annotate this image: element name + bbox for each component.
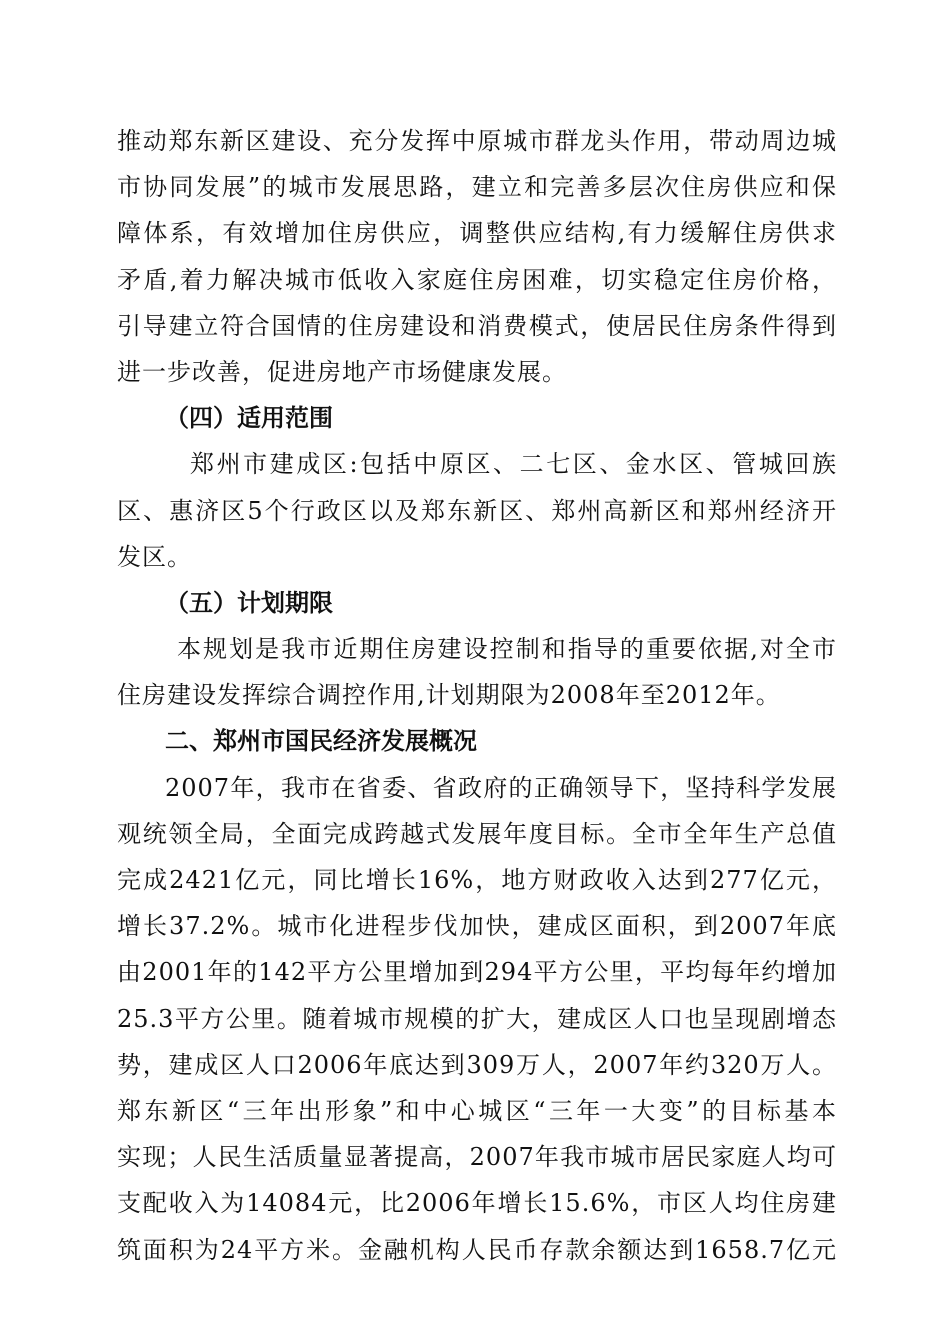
document-body — [117, 118, 837, 1273]
section-heading-scope: （四）适用范围 — [165, 404, 333, 433]
text-line: 本规划是我市近期住房建设控制和指导的重要依据,对全市 — [177, 635, 837, 664]
chapter-heading-economy: 二、郑州市国民经济发展概况 — [165, 727, 477, 756]
text-line: 增长37.2%。城市化进程步伐加快，建成区面积，到2007年底 — [117, 912, 837, 941]
text-line: 实现；人民生活质量显著提高，2007年我市城市居民家庭人均可 — [117, 1143, 837, 1172]
text-line: 引导建立符合国情的住房建设和消费模式，使居民住房条件得到 — [117, 311, 837, 340]
paragraph-period — [117, 626, 837, 718]
paragraph-economy — [117, 765, 837, 1273]
text-line: 区、惠济区5个行政区以及郑东新区、郑州高新区和郑州经济开 — [117, 496, 837, 525]
text-line: 住房建设发挥综合调控作用,计划期限为2008年至2012年。 — [117, 681, 781, 710]
text-line: 观统领全局，全面完成跨越式发展年度目标。全市全年生产总值 — [117, 819, 837, 848]
text-line: 障体系，有效增加住房供应，调整供应结构,有力缓解住房供求 — [117, 219, 837, 248]
text-line: 筑面积为24平方米。金融机构人民币存款余额达到1658.7亿元 — [117, 1235, 837, 1264]
section-heading-period: （五）计划期限 — [165, 588, 333, 617]
text-line: 市协同发展”的城市发展思路，建立和完善多层次住房供应和保 — [117, 173, 837, 202]
text-line: 25.3平方公里。随着城市规模的扩大，建成区人口也呈现剧增态 — [117, 1004, 837, 1033]
text-line: 郑州市建成区:包括中原区、二七区、金水区、管城回族 — [190, 450, 837, 479]
text-line: 完成2421亿元，同比增长16%，地方财政收入达到277亿元， — [117, 866, 837, 894]
text-line: 发区。 — [117, 542, 192, 571]
paragraph-scope — [117, 441, 837, 580]
text-line: 矛盾,着力解决城市低收入家庭住房困难，切实稳定住房价格， — [117, 265, 837, 294]
text-line: 由2001年的142平方公里增加到294平方公里，平均每年约增加 — [117, 958, 837, 987]
text-line: 推动郑东新区建设、充分发挥中原城市群龙头作用，带动周边城 — [117, 127, 837, 155]
paragraph-continued — [117, 118, 837, 395]
text-line: 进一步改善，促进房地产市场健康发展。 — [117, 357, 567, 386]
text-line: 郑东新区“三年出形象”和中心城区“三年一大变”的目标基本 — [117, 1096, 837, 1125]
text-line: 支配收入为14084元，比2006年增长15.6%，市区人均住房建 — [117, 1189, 837, 1218]
text-line: 势，建成区人口2006年底达到309万人，2007年约320万人。 — [117, 1050, 837, 1079]
text-line: 2007年，我市在省委、省政府的正确领导下，坚持科学发展 — [165, 773, 837, 802]
